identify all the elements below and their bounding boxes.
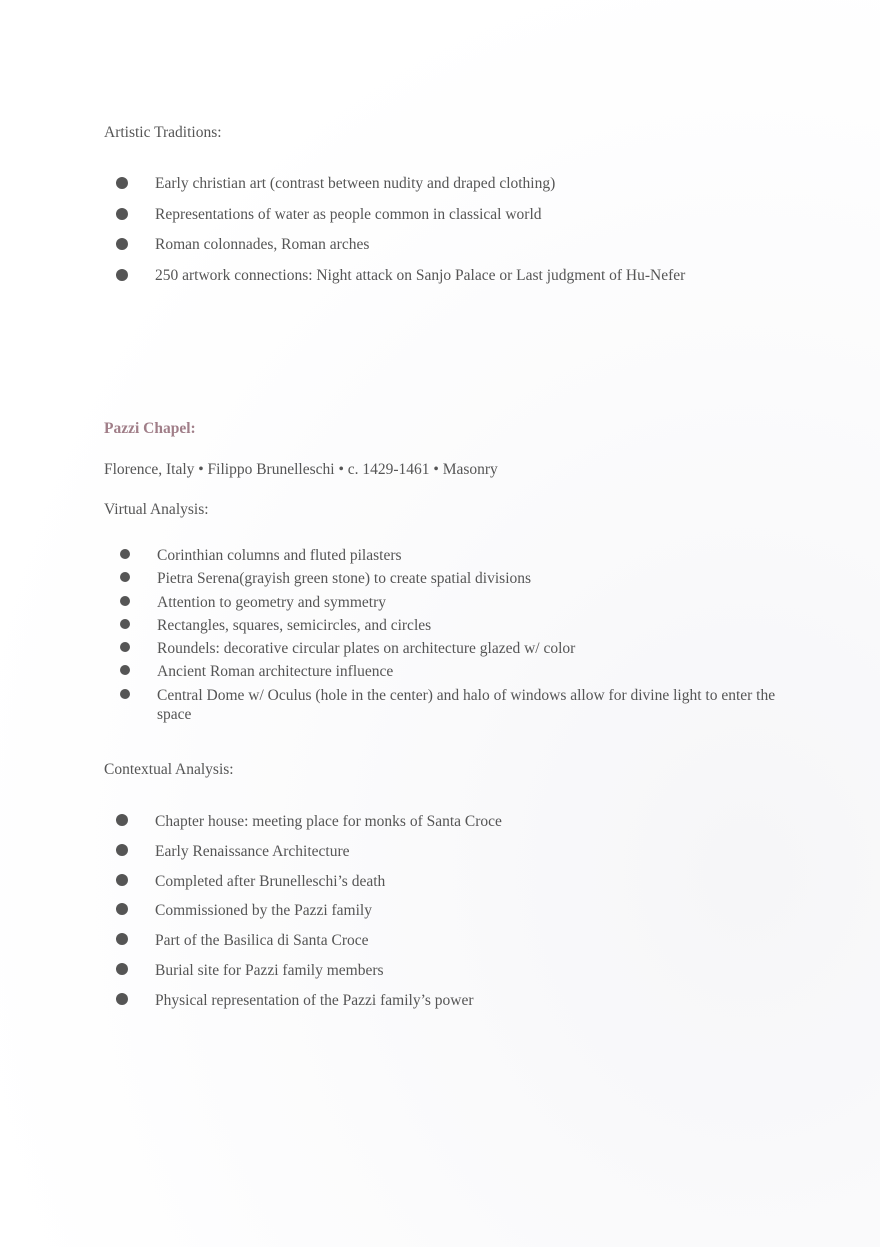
list-item xyxy=(118,616,798,635)
pazzi-chapel-meta: Florence, Italy • Filippo Brunelleschi • c. 1429-1461 • Masonry xyxy=(104,461,498,478)
bullet-icon xyxy=(116,933,128,945)
list-item xyxy=(118,662,798,681)
list-item-text: Completed after Brunelleschi’s death xyxy=(155,872,386,890)
virtual-analysis-list xyxy=(118,546,798,728)
contextual-analysis-list xyxy=(115,812,815,1021)
list-item-text: Chapter house: meeting place for monks of Santa Croce xyxy=(155,813,502,830)
bullet-icon xyxy=(116,874,128,886)
pazzi-chapel-title: Pazzi Chapel: xyxy=(104,420,196,437)
artistic-traditions-list xyxy=(115,174,815,296)
bullet-icon xyxy=(120,596,130,606)
bullet-icon xyxy=(116,963,128,975)
list-item xyxy=(118,686,798,724)
bullet-icon xyxy=(116,903,128,915)
bullet-icon xyxy=(120,619,130,629)
bullet-icon xyxy=(116,208,128,220)
bullet-icon xyxy=(116,269,128,281)
list-item xyxy=(115,174,815,205)
list-item-text: Rectangles, squares, semicircles, and circles xyxy=(157,616,432,634)
bullet-icon xyxy=(116,844,128,856)
list-item xyxy=(118,546,798,565)
list-item xyxy=(115,235,815,266)
list-item-text: Ancient Roman architecture influence xyxy=(157,663,394,681)
list-item-text: Roman colonnades, Roman arches xyxy=(155,236,370,253)
bullet-icon xyxy=(120,689,130,699)
list-item-text: Corinthian columns and fluted pilasters xyxy=(157,547,402,564)
bullet-icon xyxy=(116,993,128,1005)
bullet-icon xyxy=(120,642,130,652)
list-item xyxy=(115,901,815,931)
list-item xyxy=(115,872,815,902)
bullet-icon xyxy=(116,177,128,189)
list-item-text: Commissioned by the Pazzi family xyxy=(155,902,372,920)
list-item-text: Pietra Serena(grayish green stone) to create spatial divisions xyxy=(157,570,532,588)
artistic-traditions-heading: Artistic Traditions: xyxy=(104,124,222,141)
list-item xyxy=(118,593,798,612)
list-item xyxy=(115,961,815,991)
bullet-icon xyxy=(116,238,128,250)
list-item xyxy=(118,569,798,588)
list-item xyxy=(115,842,815,872)
list-item-text: Part of the Basilica di Santa Croce xyxy=(155,932,369,950)
list-item-text: Early christian art (contrast between nudity and draped clothing) xyxy=(155,175,556,192)
list-item xyxy=(115,812,815,842)
bullet-icon xyxy=(120,665,130,675)
list-item xyxy=(115,205,815,236)
list-item-text: Attention to geometry and symmetry xyxy=(157,593,387,611)
list-item-text: Early Renaissance Architecture xyxy=(155,842,350,860)
list-item xyxy=(115,991,815,1021)
list-item-text: Physical representation of the Pazzi family’s power xyxy=(155,991,474,1009)
bullet-icon xyxy=(116,814,128,826)
list-item xyxy=(115,266,815,297)
list-item xyxy=(118,639,798,658)
list-item-text: Roundels: decorative circular plates on architecture glazed w/ color xyxy=(157,640,576,658)
list-item-text: Central Dome w/ Oculus (hole in the center) and halo of windows allow for divine light to enter the space xyxy=(157,686,776,723)
virtual-analysis-heading: Virtual Analysis: xyxy=(104,501,209,518)
list-item-text: 250 artwork connections: Night attack on Sanjo Palace or Last judgment of Hu-Nefer xyxy=(155,266,686,284)
list-item-text: Representations of water as people common in classical world xyxy=(155,205,542,223)
list-item xyxy=(115,931,815,961)
bullet-icon xyxy=(120,549,130,559)
contextual-analysis-heading: Contextual Analysis: xyxy=(104,761,234,778)
bullet-icon xyxy=(120,572,130,582)
list-item-text: Burial site for Pazzi family members xyxy=(155,961,384,979)
